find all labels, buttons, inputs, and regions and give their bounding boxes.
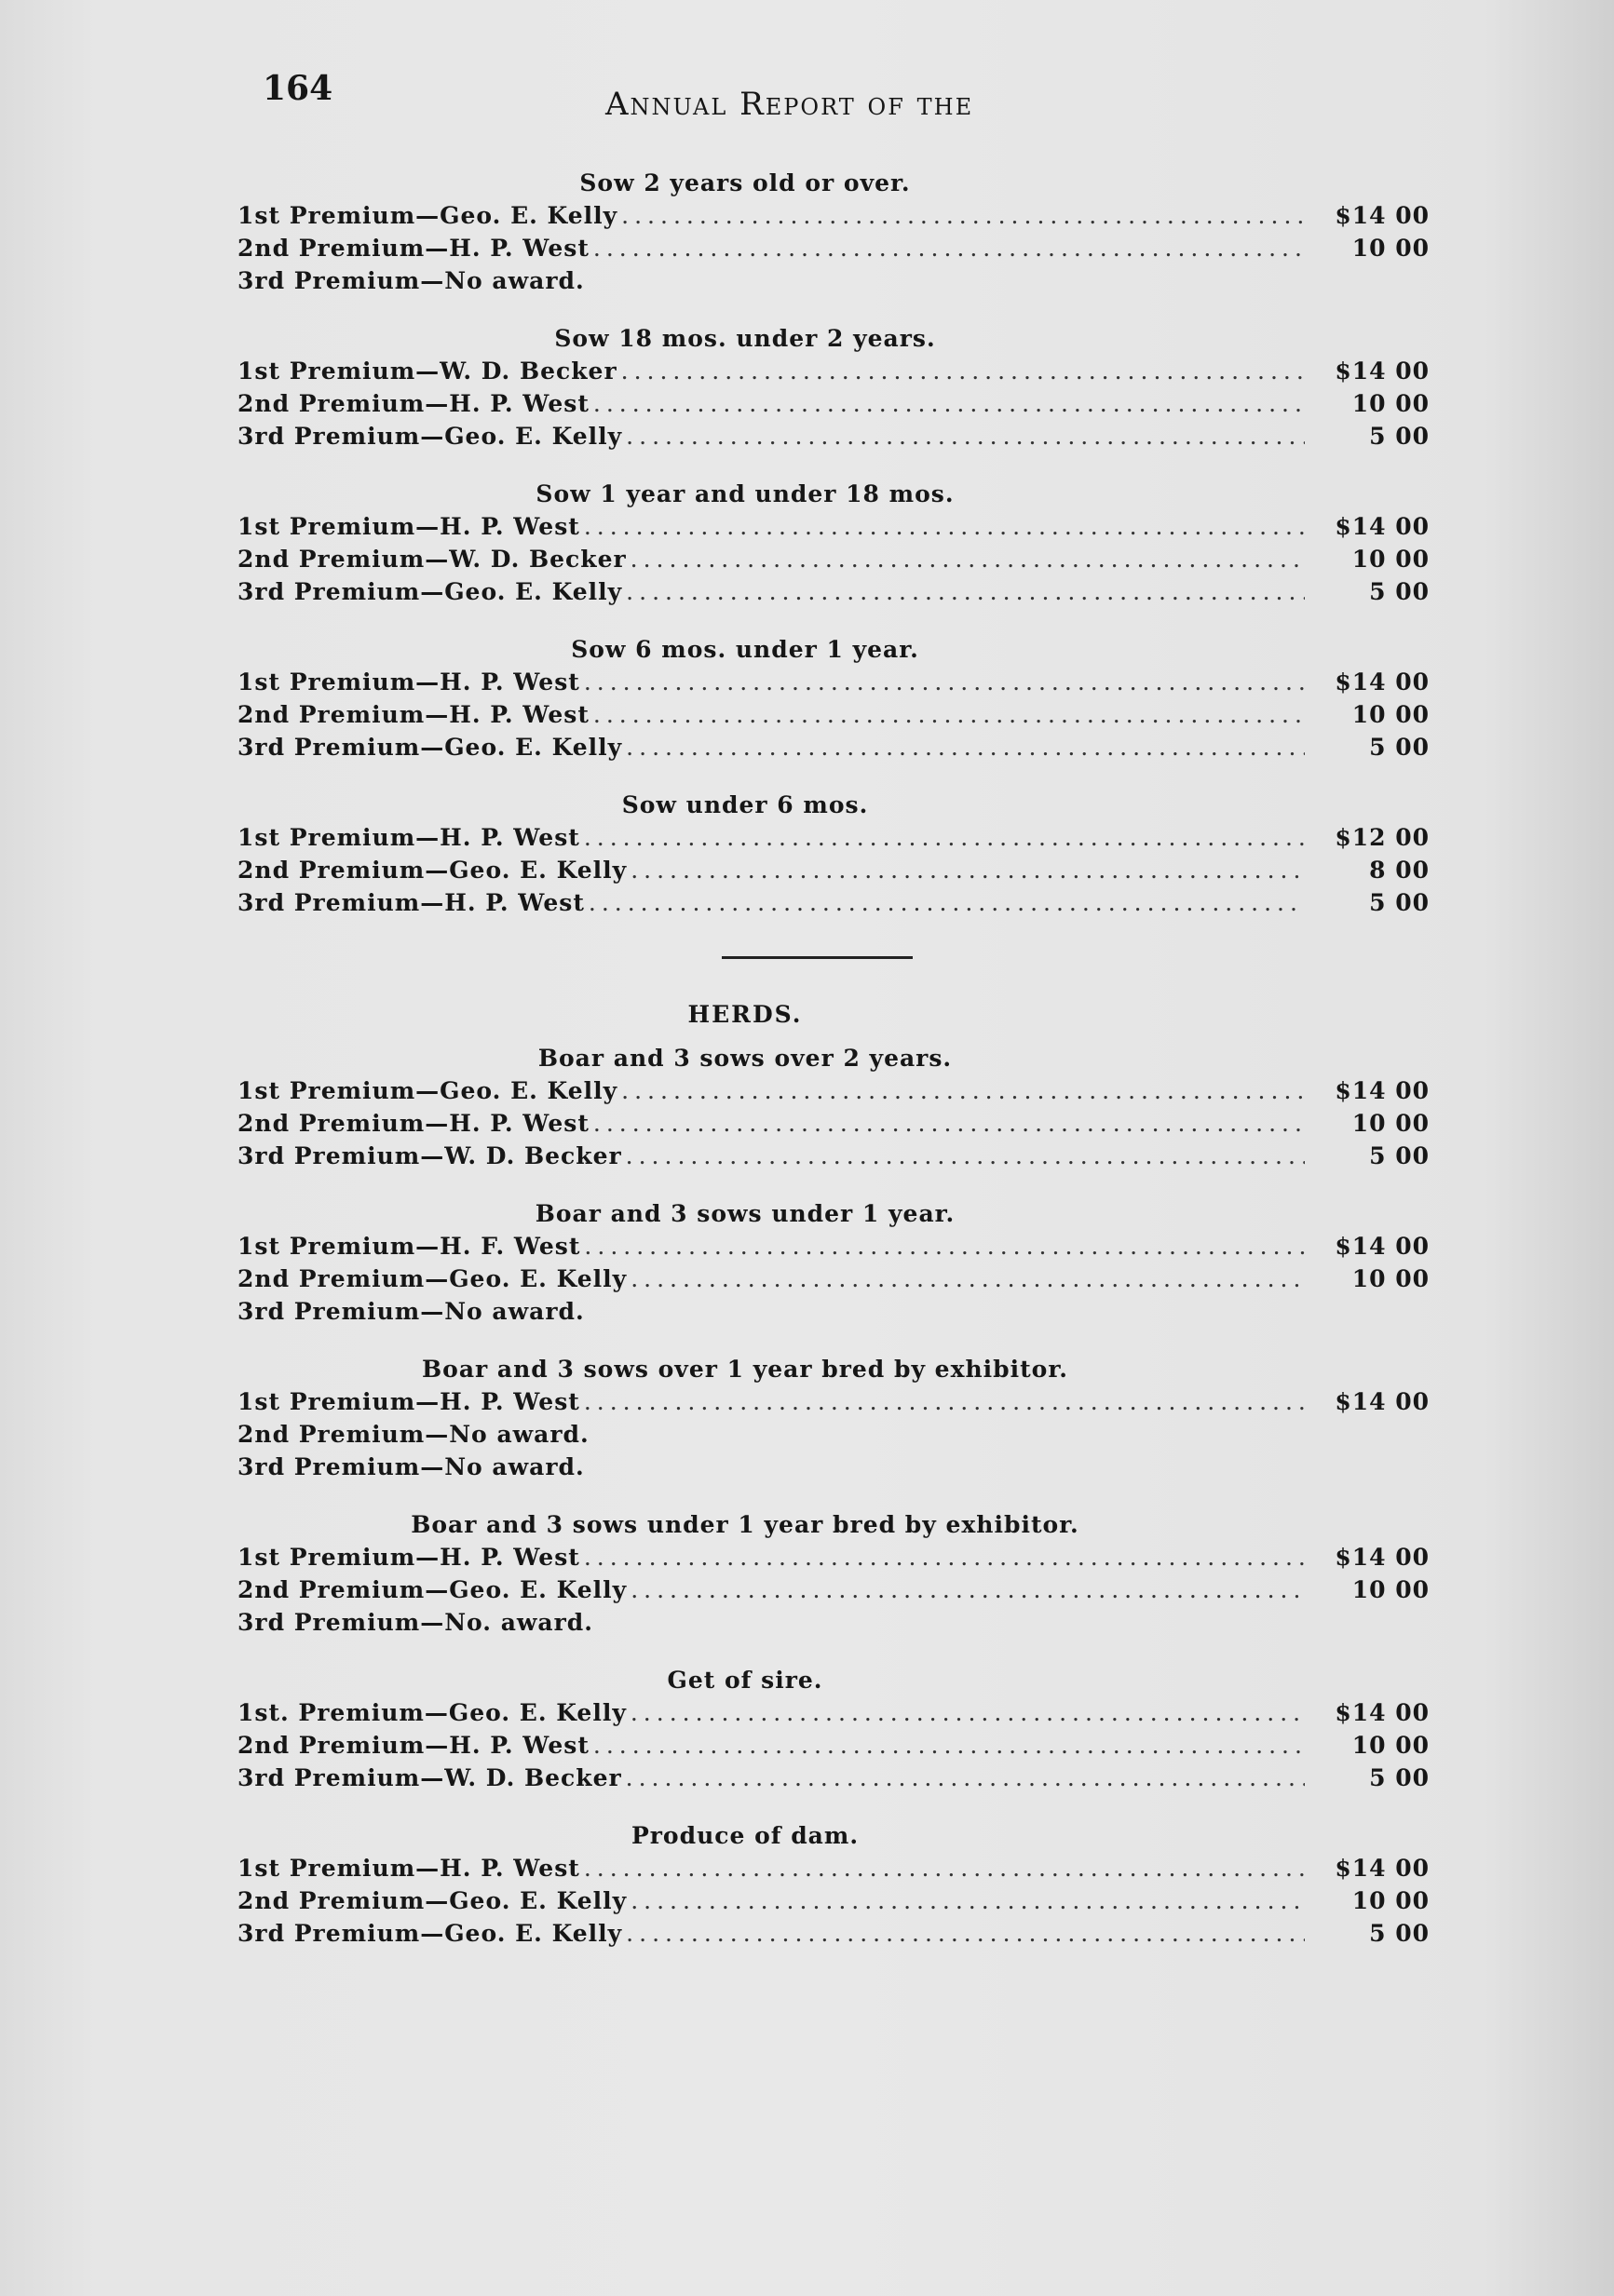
premium-row bbox=[237, 1762, 1430, 1794]
section-heading: Sow 18 mos. under 2 years. bbox=[554, 325, 936, 352]
premium-section bbox=[237, 634, 1430, 763]
premium-row bbox=[237, 420, 1430, 452]
premium-label: 3rd Premium—W. D. Becker bbox=[237, 1764, 622, 1791]
premium-row bbox=[237, 1541, 1430, 1573]
premium-row bbox=[237, 1573, 1430, 1606]
premium-label: 1st Premium—W. D. Becker bbox=[237, 358, 617, 385]
dot-leader bbox=[631, 1263, 1305, 1295]
dot-leader bbox=[593, 387, 1305, 420]
premium-amount: 10 00 bbox=[1351, 546, 1430, 573]
premium-label: 3rd Premium—H. P. West bbox=[237, 889, 585, 916]
section-heading: Boar and 3 sows over 1 year bred by exhibitor. bbox=[422, 1356, 1068, 1383]
premium-label: 3rd Premium—No award. bbox=[237, 1298, 585, 1325]
premium-row bbox=[237, 1451, 1430, 1483]
premium-amount: $14 00 bbox=[1335, 358, 1430, 385]
premium-section bbox=[237, 1198, 1430, 1328]
section-heading: Boar and 3 sows over 2 years. bbox=[537, 1045, 953, 1072]
premium-label: 2nd Premium—H. P. West bbox=[237, 1732, 590, 1759]
premium-amount: $14 00 bbox=[1335, 1233, 1430, 1260]
premium-label: 2nd Premium—H. P. West bbox=[237, 1110, 590, 1137]
premium-row bbox=[237, 543, 1430, 575]
dot-leader bbox=[593, 1729, 1305, 1762]
section-heading: Boar and 3 sows under 1 year bred by exhibitor. bbox=[411, 1511, 1079, 1538]
dot-leader bbox=[584, 1385, 1305, 1418]
premium-label: 2nd Premium—H. P. West bbox=[237, 390, 590, 417]
premium-row bbox=[237, 1884, 1430, 1917]
section-heading: Produce of dam. bbox=[631, 1822, 860, 1849]
premium-row bbox=[237, 1696, 1430, 1729]
premium-label: 1st Premium—H. P. West bbox=[237, 1544, 580, 1571]
premium-label: 1st Premium—Geo. E. Kelly bbox=[237, 202, 618, 229]
premium-amount: $14 00 bbox=[1335, 513, 1430, 540]
dot-leader bbox=[584, 666, 1305, 698]
premium-amount: 5 00 bbox=[1369, 578, 1430, 605]
premium-row bbox=[237, 355, 1430, 387]
premium-row bbox=[237, 731, 1430, 763]
premium-row bbox=[237, 1418, 1430, 1451]
premium-label: 2nd Premium—H. P. West bbox=[237, 235, 590, 262]
premium-label: 3rd Premium—No. award. bbox=[237, 1609, 593, 1636]
premium-section bbox=[237, 1665, 1430, 1794]
premium-amount: $14 00 bbox=[1335, 1855, 1430, 1882]
premium-amount: 10 00 bbox=[1351, 235, 1430, 262]
premium-row bbox=[237, 886, 1430, 919]
premium-label: 1st Premium—Geo. E. Kelly bbox=[237, 1077, 618, 1104]
premium-label: 2nd Premium—Geo. E. Kelly bbox=[237, 1576, 628, 1603]
premium-label: 1st Premium—H. P. West bbox=[237, 1388, 580, 1415]
premium-label: 1st Premium—H. P. West bbox=[237, 824, 580, 851]
premium-amount: 5 00 bbox=[1369, 1142, 1430, 1169]
premium-label: 3rd Premium—W. D. Becker bbox=[237, 1142, 622, 1169]
running-head: Annual Report of the bbox=[605, 86, 974, 123]
dot-leader bbox=[626, 1140, 1305, 1172]
premium-section bbox=[237, 1354, 1430, 1483]
premium-amount: 10 00 bbox=[1351, 1732, 1430, 1759]
premium-amount: 10 00 bbox=[1351, 701, 1430, 728]
dot-leader bbox=[593, 232, 1305, 264]
premium-amount: 5 00 bbox=[1369, 423, 1430, 450]
premium-row bbox=[237, 387, 1430, 420]
dot-leader bbox=[584, 1541, 1305, 1573]
premium-amount: 5 00 bbox=[1369, 734, 1430, 761]
premium-amount: $14 00 bbox=[1335, 669, 1430, 696]
premium-label: 2nd Premium—No award. bbox=[237, 1421, 590, 1448]
dot-leader bbox=[621, 355, 1305, 387]
section-heading: Sow 2 years old or over. bbox=[579, 169, 911, 196]
dot-leader bbox=[584, 1852, 1305, 1884]
premium-row bbox=[237, 1385, 1430, 1418]
premium-label: 1st Premium—H. P. West bbox=[237, 513, 580, 540]
dot-leader bbox=[584, 821, 1305, 854]
premium-label: 1st Premium—H. P. West bbox=[237, 1855, 580, 1882]
premium-row bbox=[237, 264, 1430, 297]
premium-amount: 5 00 bbox=[1369, 1920, 1430, 1947]
dot-leader bbox=[621, 1074, 1305, 1107]
page-number: 164 bbox=[263, 69, 333, 108]
premium-label: 3rd Premium—Geo. E. Kelly bbox=[237, 1920, 623, 1947]
premium-row bbox=[237, 1295, 1430, 1328]
premium-row bbox=[237, 821, 1430, 854]
premium-label: 2nd Premium—Geo. E. Kelly bbox=[237, 857, 628, 884]
dot-leader bbox=[626, 731, 1305, 763]
premium-label: 3rd Premium—No award. bbox=[237, 1453, 585, 1480]
premium-section bbox=[237, 168, 1430, 297]
dot-leader bbox=[631, 1884, 1305, 1917]
premium-label: 1st Premium—H. P. West bbox=[237, 669, 580, 696]
premium-amount: $12 00 bbox=[1335, 824, 1430, 851]
dot-leader bbox=[584, 510, 1305, 543]
premium-row bbox=[237, 1729, 1430, 1762]
premium-label: 2nd Premium—Geo. E. Kelly bbox=[237, 1265, 628, 1292]
premium-amount: 10 00 bbox=[1351, 1265, 1430, 1292]
dot-leader bbox=[626, 575, 1305, 608]
premium-list bbox=[237, 168, 1430, 1976]
premium-label: 2nd Premium—W. D. Becker bbox=[237, 546, 627, 573]
premium-section bbox=[237, 790, 1430, 919]
premium-row bbox=[237, 1074, 1430, 1107]
premium-amount: 10 00 bbox=[1351, 1887, 1430, 1914]
premium-amount: 5 00 bbox=[1369, 1764, 1430, 1791]
premium-amount: $14 00 bbox=[1335, 202, 1430, 229]
premium-row bbox=[237, 1606, 1430, 1639]
section-heading: Sow 6 mos. under 1 year. bbox=[571, 636, 919, 663]
premium-row bbox=[237, 1917, 1430, 1950]
premium-amount: 8 00 bbox=[1369, 857, 1430, 884]
premium-label: 2nd Premium—Geo. E. Kelly bbox=[237, 1887, 628, 1914]
section-heading: Sow 1 year and under 18 mos. bbox=[536, 480, 955, 507]
premium-section bbox=[237, 1509, 1430, 1639]
premium-amount: $14 00 bbox=[1335, 1699, 1430, 1726]
premium-label: 2nd Premium—H. P. West bbox=[237, 701, 590, 728]
premium-row bbox=[237, 1852, 1430, 1884]
premium-section bbox=[237, 323, 1430, 452]
premium-amount: 10 00 bbox=[1351, 1576, 1430, 1603]
premium-amount: 5 00 bbox=[1369, 889, 1430, 916]
premium-row bbox=[237, 854, 1430, 886]
dot-leader bbox=[631, 543, 1305, 575]
group-title: HERDS. bbox=[687, 1001, 803, 1028]
dot-leader bbox=[631, 854, 1305, 886]
premium-row bbox=[237, 199, 1430, 232]
dot-leader bbox=[626, 1762, 1305, 1794]
section-divider-rule bbox=[722, 956, 913, 959]
premium-label: 1st. Premium—Geo. E. Kelly bbox=[237, 1699, 627, 1726]
premium-amount: 10 00 bbox=[1351, 1110, 1430, 1137]
premium-row bbox=[237, 510, 1430, 543]
dot-leader bbox=[593, 1107, 1305, 1140]
dot-leader bbox=[621, 199, 1305, 232]
dot-leader bbox=[626, 420, 1305, 452]
premium-label: 3rd Premium—Geo. E. Kelly bbox=[237, 578, 623, 605]
section-heading: Sow under 6 mos. bbox=[621, 791, 869, 818]
premium-row bbox=[237, 232, 1430, 264]
premium-label: 3rd Premium—No award. bbox=[237, 267, 585, 294]
premium-label: 1st Premium—H. F. West bbox=[237, 1233, 581, 1260]
premium-label: 3rd Premium—Geo. E. Kelly bbox=[237, 423, 623, 450]
premium-section bbox=[237, 1043, 1430, 1172]
dot-leader bbox=[626, 1917, 1305, 1950]
dot-leader bbox=[589, 886, 1305, 919]
premium-row bbox=[237, 1107, 1430, 1140]
premium-row bbox=[237, 666, 1430, 698]
premium-row bbox=[237, 698, 1430, 731]
premium-amount: $14 00 bbox=[1335, 1544, 1430, 1571]
premium-label: 3rd Premium—Geo. E. Kelly bbox=[237, 734, 623, 761]
premium-row bbox=[237, 1140, 1430, 1172]
premium-row bbox=[237, 1230, 1430, 1263]
section-heading: Boar and 3 sows under 1 year. bbox=[535, 1200, 956, 1227]
premium-row bbox=[237, 1263, 1430, 1295]
dot-leader bbox=[631, 1573, 1305, 1606]
premium-section bbox=[237, 1820, 1430, 1950]
premium-row bbox=[237, 575, 1430, 608]
premium-section bbox=[237, 479, 1430, 608]
dot-leader bbox=[584, 1230, 1305, 1263]
dot-leader bbox=[593, 698, 1305, 731]
section-heading: Get of sire. bbox=[667, 1667, 823, 1694]
premium-amount: 10 00 bbox=[1351, 390, 1430, 417]
premium-amount: $14 00 bbox=[1335, 1077, 1430, 1104]
premium-amount: $14 00 bbox=[1335, 1388, 1430, 1415]
dot-leader bbox=[631, 1696, 1305, 1729]
